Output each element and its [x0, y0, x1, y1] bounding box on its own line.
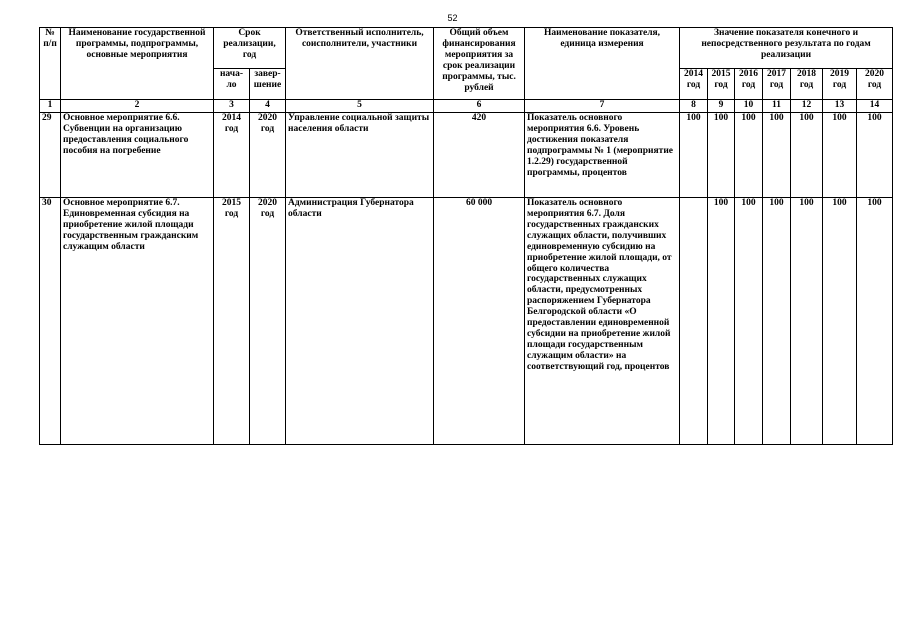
- header-year: 2019 год: [823, 69, 857, 100]
- column-number: 9: [708, 100, 735, 113]
- row-value: 100: [708, 198, 735, 445]
- row-value: 100: [823, 113, 857, 198]
- row-value: 100: [823, 198, 857, 445]
- column-number: 6: [434, 100, 525, 113]
- row-indicator: Показатель основного мероприятия 6.7. Доля государственных гражданских служащих области, получивших единовременную субсидию на приобретение жилой площади, от общего количества государственных служащих области, предусмотренных распоряжением Губернатора Белгородской области «О предоставлении единовременной субсидии на приобретение жилой площади государственным служащим области» на соответствующий год, процентов: [525, 198, 680, 445]
- row-funding: 420: [434, 113, 525, 198]
- row-value: 100: [763, 198, 791, 445]
- column-number: 2: [61, 100, 214, 113]
- header-row-1: [40, 28, 893, 69]
- header-year: 2020 год: [857, 69, 893, 100]
- header-year: 2017 год: [763, 69, 791, 100]
- table-row: [40, 113, 893, 198]
- table-row: [40, 198, 893, 445]
- row-start: 2014 год: [214, 113, 250, 198]
- row-name: Основное мероприятие 6.7. Единовременная субсидия на приобретение жилой площади государственным гражданским служащим области: [61, 198, 214, 445]
- header-year: 2014 год: [680, 69, 708, 100]
- header-name: Наименование государственной программы, подпрограммы, основные мероприятия: [61, 28, 214, 100]
- row-value: 100: [857, 198, 893, 445]
- row-value: 100: [735, 113, 763, 198]
- header-term-start: нача-ло: [214, 69, 250, 100]
- row-indicator: Показатель основного мероприятия 6.6. Уровень достижения показателя подпрограммы № 1 (мероприятие 1.2.29) государственной программы, процентов: [525, 113, 680, 198]
- column-number: 1: [40, 100, 61, 113]
- row-value: [680, 198, 708, 445]
- row-value: 100: [708, 113, 735, 198]
- header-indicator: Наименование показателя, единица измерения: [525, 28, 680, 100]
- header-funding: Общий объем финансирования мероприятия за срок реализации программы, тыс. рублей: [434, 28, 525, 100]
- row-value: 100: [680, 113, 708, 198]
- header-responsible: Ответственный исполнитель, соисполнители, участники: [286, 28, 434, 100]
- row-responsible: Администрация Губернатора области: [286, 198, 434, 445]
- row-responsible: Управление социальной защиты населения области: [286, 113, 434, 198]
- row-funding: 60 000: [434, 198, 525, 445]
- header-year: 2016 год: [735, 69, 763, 100]
- row-number: 29: [40, 113, 61, 198]
- column-number: 5: [286, 100, 434, 113]
- row-value: 100: [763, 113, 791, 198]
- row-end: 2020 год: [250, 198, 286, 445]
- program-table: [39, 27, 893, 445]
- header-term: Срок реализации, год: [214, 28, 286, 69]
- row-value: 100: [857, 113, 893, 198]
- column-number: 4: [250, 100, 286, 113]
- header-year: 2015 год: [708, 69, 735, 100]
- row-value: 100: [791, 198, 823, 445]
- page-number: 52: [447, 13, 458, 23]
- column-number: 7: [525, 100, 680, 113]
- column-number: 8: [680, 100, 708, 113]
- header-num: № п/п: [40, 28, 61, 100]
- row-value: 100: [791, 113, 823, 198]
- column-number: 14: [857, 100, 893, 113]
- header-values: Значение показателя конечного и непосредственного результата по годам реализации: [680, 28, 893, 69]
- row-number: 30: [40, 198, 61, 445]
- column-number-row: [40, 100, 893, 113]
- column-number: 12: [791, 100, 823, 113]
- header-term-end: завер-шение: [250, 69, 286, 100]
- row-start: 2015 год: [214, 198, 250, 445]
- column-number: 13: [823, 100, 857, 113]
- row-name: Основное мероприятие 6.6. Субвенции на организацию предоставления социального пособия на погребение: [61, 113, 214, 198]
- column-number: 11: [763, 100, 791, 113]
- header-year: 2018 год: [791, 69, 823, 100]
- column-number: 3: [214, 100, 250, 113]
- row-end: 2020 год: [250, 113, 286, 198]
- row-value: 100: [735, 198, 763, 445]
- column-number: 10: [735, 100, 763, 113]
